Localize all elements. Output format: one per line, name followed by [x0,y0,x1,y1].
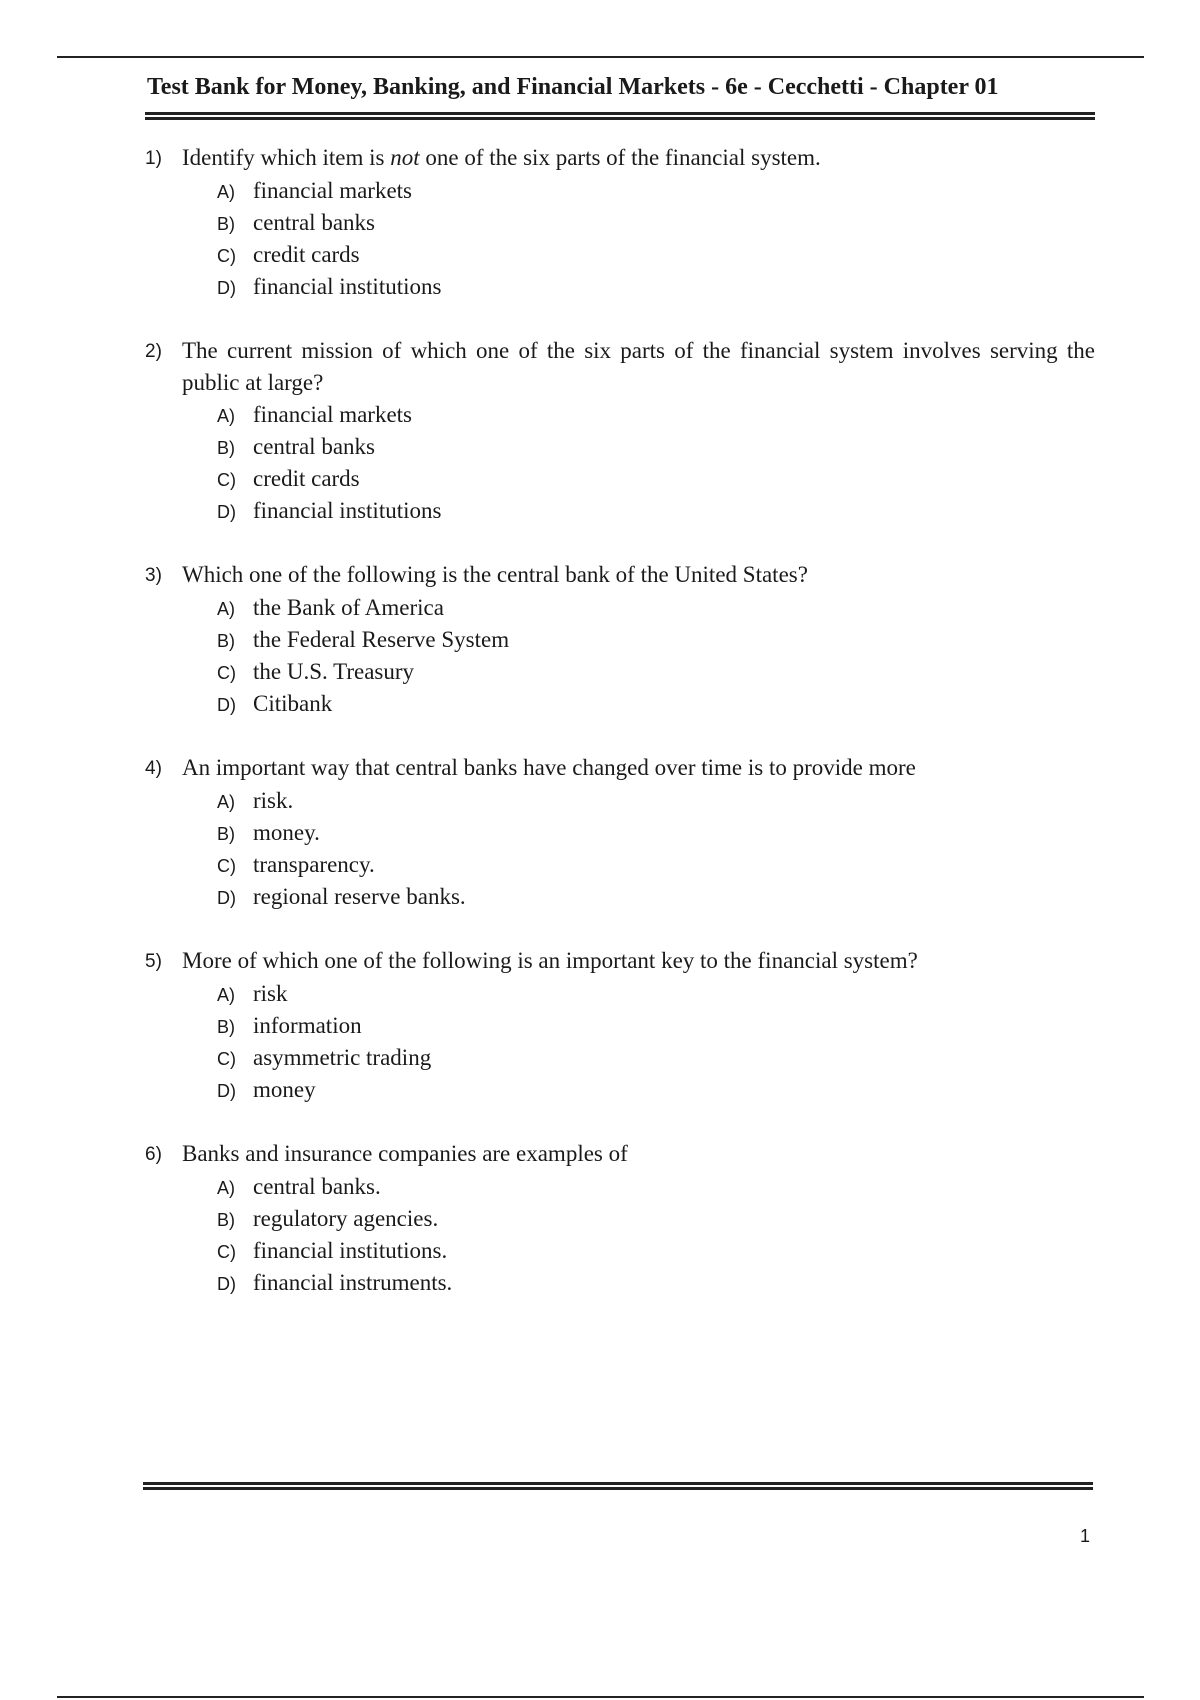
answer-option-c [217,656,1095,688]
question-1 [145,142,1095,303]
option-letter: C) [217,1242,236,1262]
option-letter: B) [217,214,235,234]
answer-option-d [217,1074,1095,1106]
answer-option-d [217,881,1095,913]
option-text: financial institutions. [253,1238,448,1263]
question-list [145,142,1095,1331]
answer-option-c [217,239,1095,271]
answer-option-a [217,785,1095,817]
question-text: An important way that central banks have changed over time is to provide more [182,755,916,780]
answer-options [145,1171,1095,1299]
option-text: credit cards [253,466,360,491]
question-text: Which one of the following is the central bank of the United States? [182,562,808,587]
option-text: risk. [253,788,294,813]
question-text-before: Identify which item is [182,145,391,170]
option-letter: D) [217,278,236,298]
option-letter: A) [217,1178,235,1198]
answer-option-c [217,849,1095,881]
answer-option-a [217,399,1095,431]
answer-option-d [217,1267,1095,1299]
question-text: More of which one of the following is an important key to the financial system? [182,948,918,973]
option-letter: C) [217,470,236,490]
option-text: central banks [253,210,375,235]
answer-option-c [217,1042,1095,1074]
answer-option-b [217,207,1095,239]
answer-option-d [217,271,1095,303]
question-text [182,142,1095,174]
option-text: information [253,1013,362,1038]
answer-options [145,399,1095,527]
option-text: credit cards [253,242,360,267]
answer-option-b [217,817,1095,849]
document-header [145,70,1095,120]
option-text: the Bank of America [253,595,444,620]
question-text-emphasis: not [390,145,420,170]
question-3 [145,559,1095,720]
answer-option-b [217,624,1095,656]
option-text: money. [253,820,320,845]
question-number: 2) [145,341,162,362]
question-6 [145,1138,1095,1299]
answer-option-a [217,1171,1095,1203]
option-letter: C) [217,1049,236,1069]
option-letter: D) [217,502,236,522]
question-text: Banks and insurance companies are examples of [182,1141,628,1166]
option-text: Citibank [253,691,333,716]
option-letter: C) [217,246,236,266]
option-text: risk [253,981,288,1006]
option-letter: A) [217,792,235,812]
answer-option-c [217,1235,1095,1267]
option-text: money [253,1077,316,1102]
page-bottom-border [57,1696,1144,1698]
answer-option-b [217,431,1095,463]
option-text: the U.S. Treasury [253,659,415,684]
question-text: The current mission of which one of the six parts of the financial system involves serving the public at large? [182,338,1095,395]
option-text: asymmetric trading [253,1045,432,1070]
question-4 [145,752,1095,913]
answer-option-a [217,978,1095,1010]
question-2 [145,335,1095,527]
option-text: central banks [253,434,375,459]
answer-options [145,592,1095,720]
option-text: financial markets [253,178,413,203]
question-number: 4) [145,758,162,779]
option-letter: C) [217,663,236,683]
option-text: regulatory agencies. [253,1206,439,1231]
document-title: Test Bank for Money, Banking, and Financial Markets - 6e - Cecchetti - Chapter 01 [147,74,999,100]
option-text: financial markets [253,402,413,427]
option-text: regional reserve banks. [253,884,466,909]
answer-option-d [217,495,1095,527]
question-number: 1) [145,148,162,169]
option-text: financial instruments. [253,1270,453,1295]
option-letter: B) [217,438,235,458]
option-letter: D) [217,1081,236,1101]
question-number: 6) [145,1144,162,1165]
answer-option-a [217,592,1095,624]
answer-option-a [217,175,1095,207]
answer-option-b [217,1010,1095,1042]
footer-double-rule [143,1482,1093,1490]
option-text: financial institutions [253,498,442,523]
option-letter: B) [217,1210,235,1230]
option-letter: A) [217,985,235,1005]
option-letter: A) [217,406,235,426]
question-5 [145,945,1095,1106]
answer-options [145,175,1095,303]
question-text-after: one of the six parts of the financial system. [419,145,821,170]
page-top-border [57,56,1144,58]
option-text: transparency. [253,852,375,877]
option-letter: B) [217,1017,235,1037]
option-text: financial institutions [253,274,442,299]
option-letter: D) [217,1274,236,1294]
page-number: 1 [1079,1526,1090,1546]
answer-option-c [217,463,1095,495]
option-letter: D) [217,695,236,715]
option-letter: D) [217,888,236,908]
option-letter: B) [217,824,235,844]
answer-options [145,785,1095,913]
answer-option-b [217,1203,1095,1235]
header-double-rule [145,112,1095,120]
option-letter: B) [217,631,235,651]
option-letter: C) [217,856,236,876]
answer-option-d [217,688,1095,720]
answer-options [145,978,1095,1106]
option-letter: A) [217,599,235,619]
question-number: 5) [145,951,162,972]
option-text: central banks. [253,1174,381,1199]
question-number: 3) [145,565,162,586]
option-letter: A) [217,182,235,202]
option-text: the Federal Reserve System [253,627,510,652]
